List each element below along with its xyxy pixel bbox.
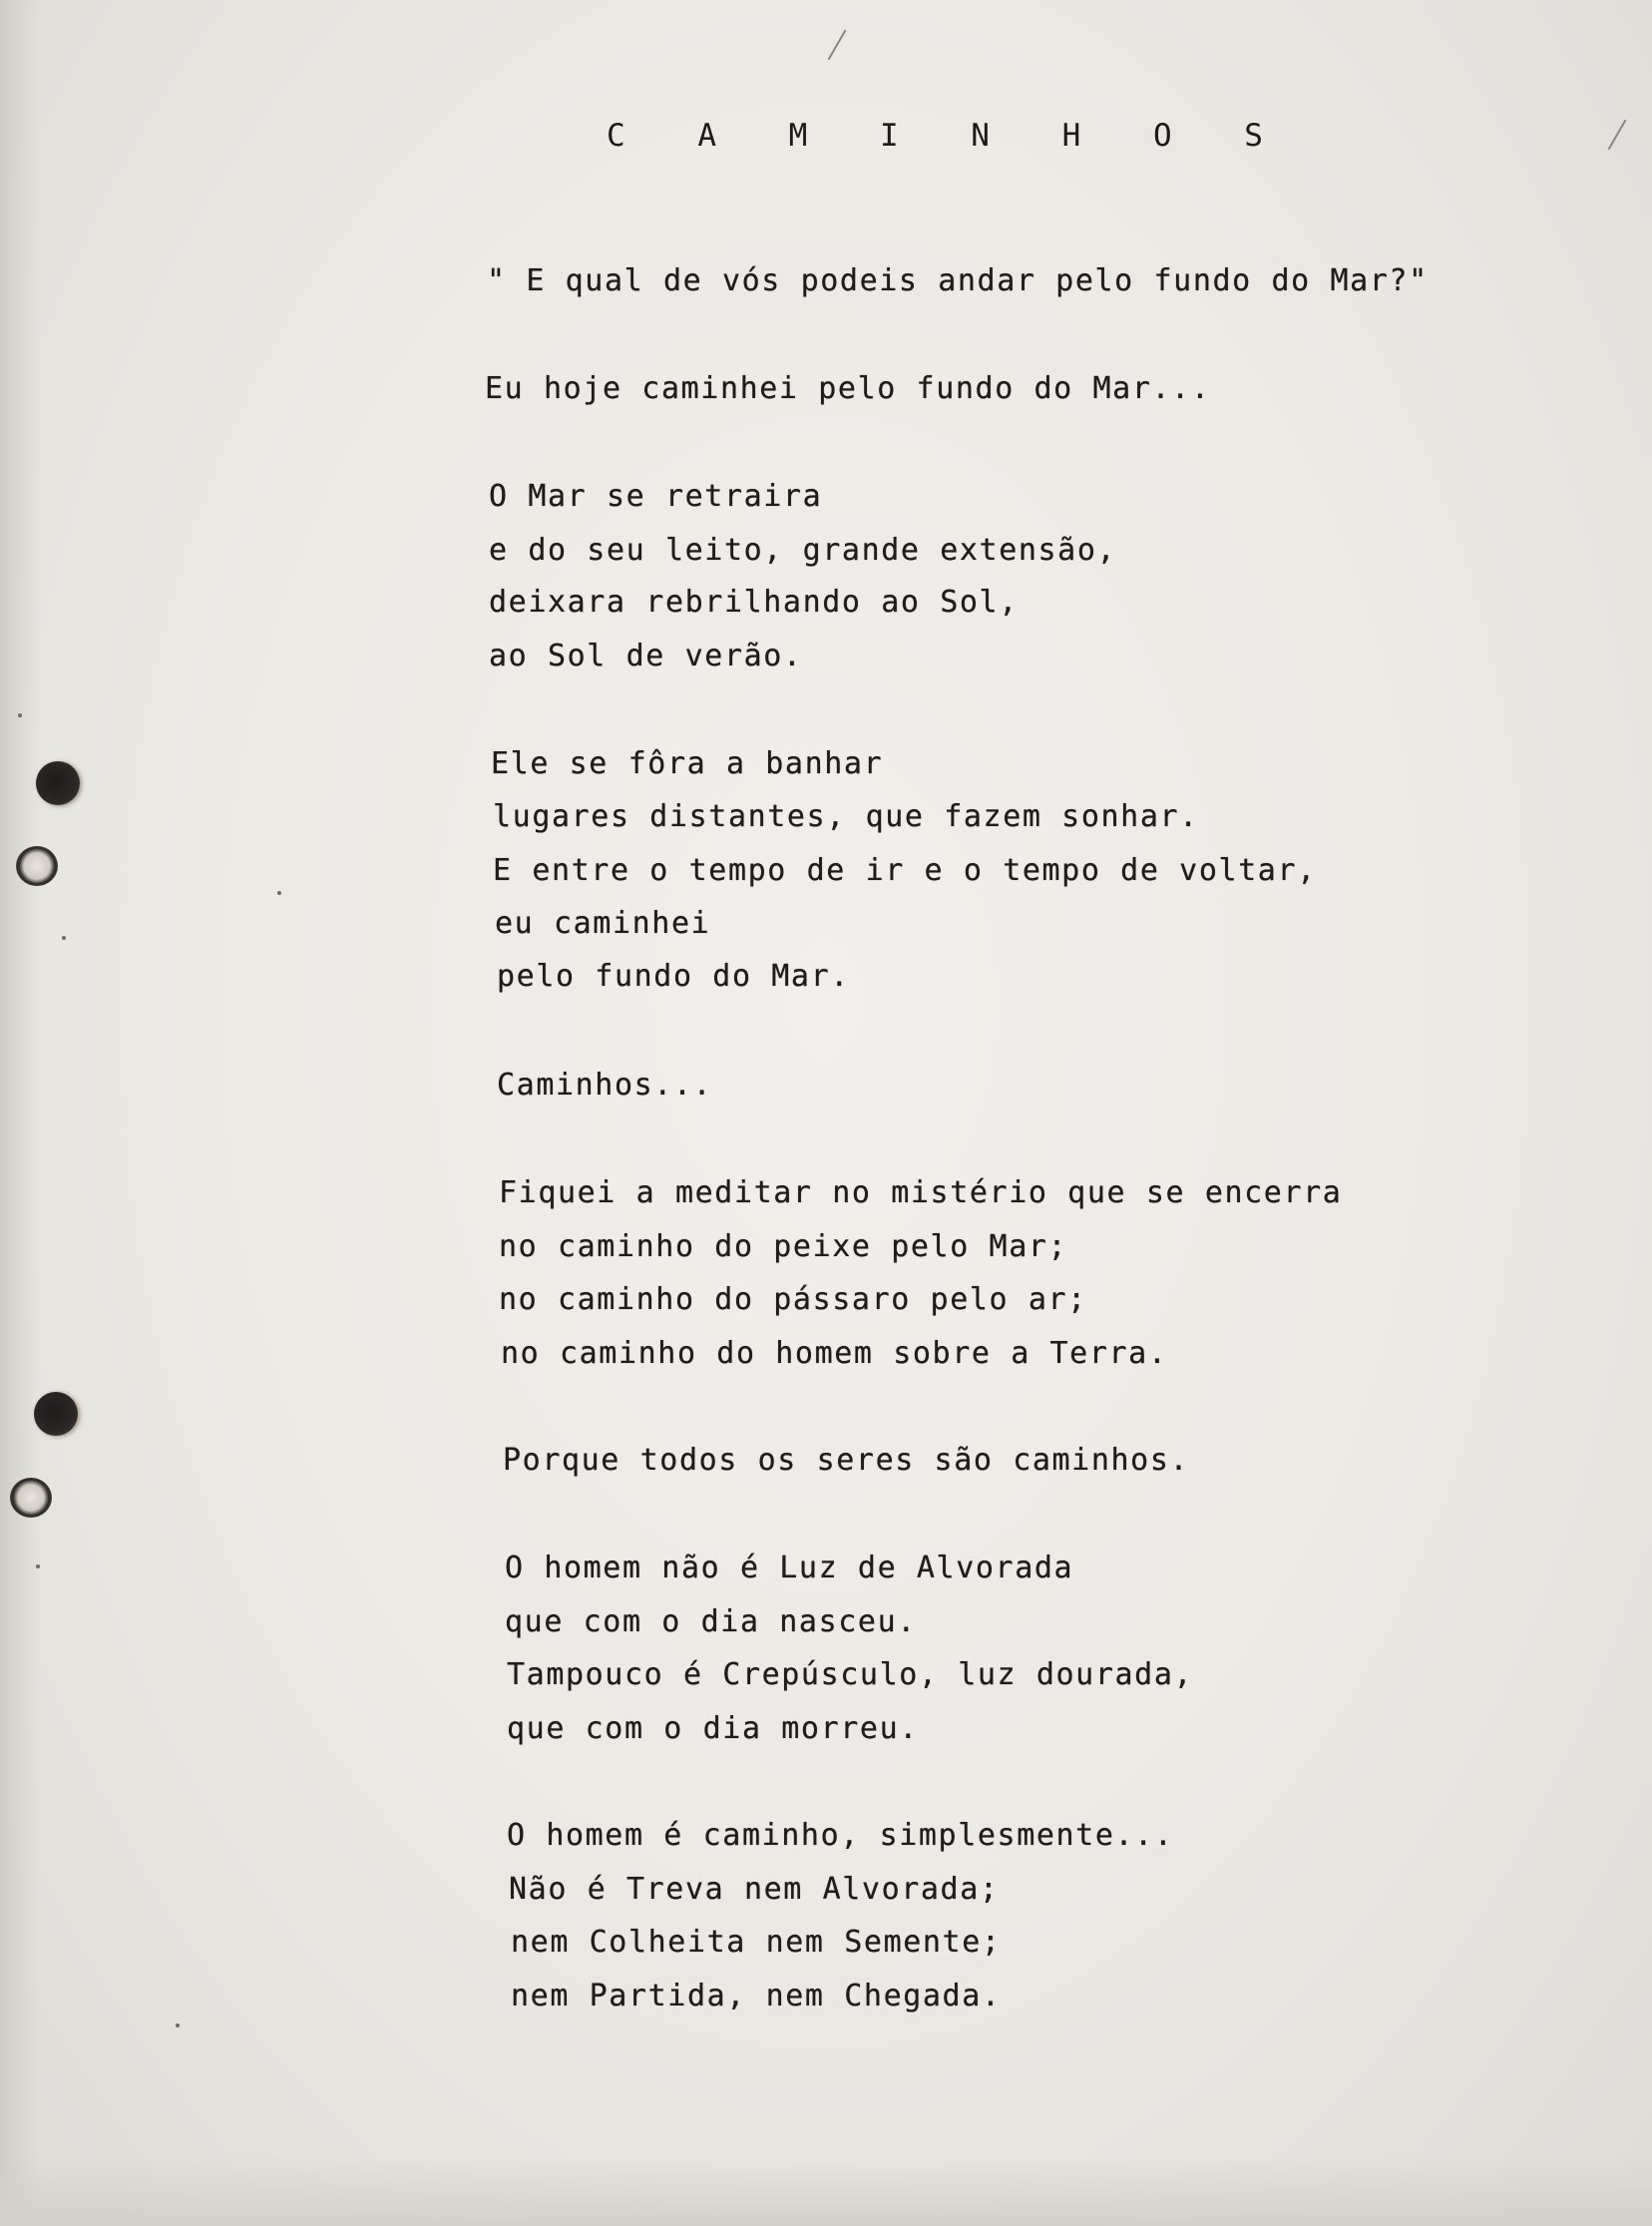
epigraph: " E qual de vós podeis andar pelo fundo do Mar?": [487, 263, 1429, 298]
poem-line: Tampouco é Crepúsculo, luz dourada,: [507, 1657, 1194, 1692]
poem-line: ao Sol de verão.: [489, 639, 803, 673]
paper-bottom-shadow: [0, 2156, 1652, 2226]
binder-hole-icon: [16, 846, 58, 886]
poem-line: eu caminhei: [495, 906, 711, 941]
paper-speck: [18, 713, 22, 717]
poem-line: Eu hoje caminhei pelo fundo do Mar...: [485, 371, 1211, 406]
paper-mark: [828, 30, 847, 60]
poem-line: O homem é caminho, simplesmente...: [507, 1818, 1174, 1853]
poem-line: lugares distantes, que fazem sonhar.: [493, 799, 1199, 834]
poem-line: O Mar se retraira: [489, 479, 823, 514]
poem-line: Porque todos os seres são caminhos.: [503, 1443, 1190, 1478]
poem-line: Caminhos...: [497, 1068, 713, 1103]
poem-line: no caminho do homem sobre a Terra.: [501, 1336, 1168, 1371]
poem-line: que com o dia nasceu.: [505, 1604, 917, 1639]
paper-speck: [277, 891, 281, 895]
poem-line: e do seu leito, grande extensão,: [489, 533, 1117, 568]
paper-speck: [62, 936, 66, 940]
poem-line: Não é Treva nem Alvorada;: [509, 1872, 1000, 1907]
binder-hole-icon: [34, 1392, 78, 1436]
poem-line: deixara rebrilhando ao Sol,: [489, 585, 1019, 620]
poem-line: no caminho do pássaro pelo ar;: [499, 1282, 1087, 1317]
poem-line: pelo fundo do Mar.: [497, 959, 850, 994]
paper-speck: [36, 1564, 40, 1568]
poem-line: O homem não é Luz de Alvorada: [505, 1551, 1074, 1585]
paper-speck: [176, 2023, 180, 2027]
binder-hole-icon: [36, 761, 80, 805]
poem-title: C A M I N H O S: [607, 118, 1290, 154]
poem-line: nem Partida, nem Chegada.: [511, 1979, 1002, 2013]
poem-line: Fiquei a meditar no mistério que se encerra: [499, 1175, 1343, 1210]
paper-mark: [1608, 120, 1627, 150]
binder-hole-icon: [10, 1478, 52, 1518]
poem-line: que com o dia morreu.: [507, 1711, 919, 1746]
poem-line: nem Colheita nem Semente;: [511, 1925, 1002, 1960]
poem-line: Ele se fôra a banhar: [491, 746, 884, 781]
poem-line: no caminho do peixe pelo Mar;: [499, 1229, 1068, 1264]
paper-edge-shadow: [0, 0, 40, 2226]
poem-line: E entre o tempo de ir e o tempo de voltar,: [493, 853, 1317, 888]
